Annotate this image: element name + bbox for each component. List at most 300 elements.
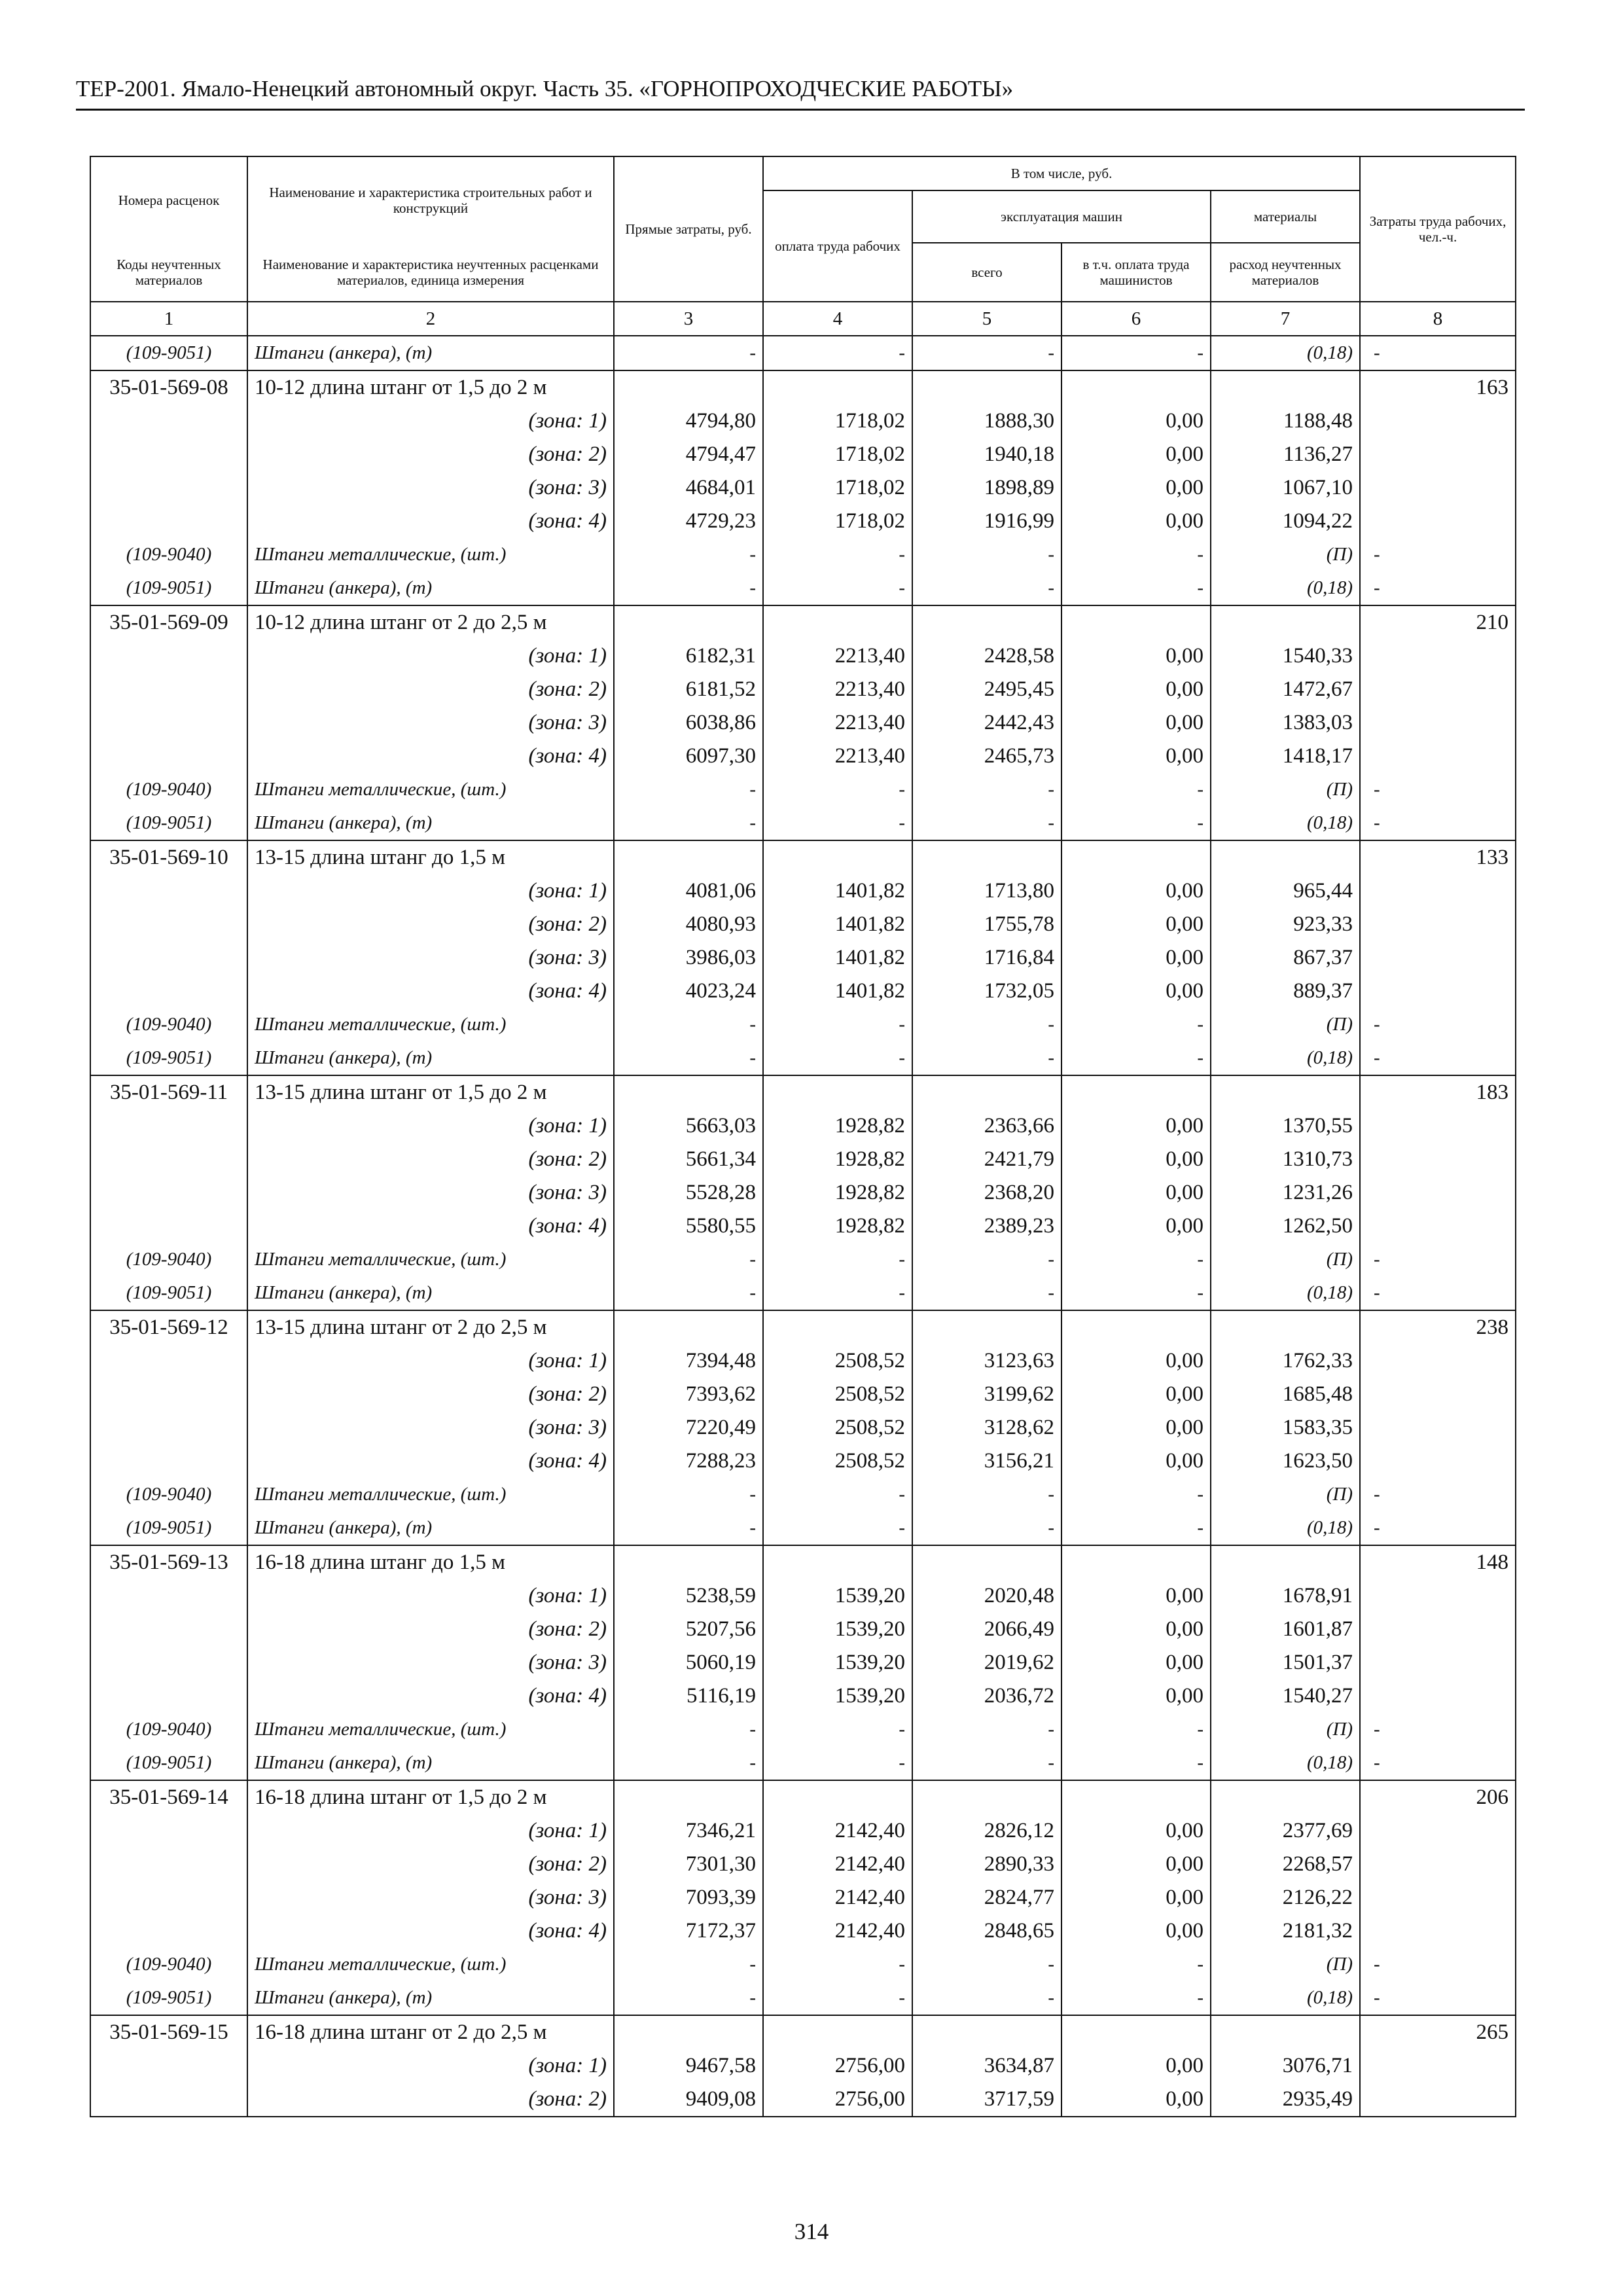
- page-header: ТЕР-2001. Ямало-Ненецкий автономный округ. Часть 35. «ГОРНОПРОХОДЧЕСКИЕ РАБОТЫ»: [76, 76, 1525, 111]
- material-row: [90, 571, 1516, 605]
- empty-cell: [90, 941, 247, 975]
- worker-pay-value: -: [763, 1041, 912, 1075]
- materials-value: 1370,55: [1211, 1109, 1360, 1143]
- materials-value: 889,37: [1211, 975, 1360, 1008]
- machines-total-value: -: [912, 571, 1061, 605]
- zone-row: [90, 1143, 1516, 1176]
- zone-row: [90, 505, 1516, 538]
- materials-value: 2377,69: [1211, 1814, 1360, 1848]
- empty-cell: [1360, 404, 1516, 438]
- material-consumption-value: (П): [1211, 538, 1360, 571]
- machines-total-value: 2421,79: [912, 1143, 1061, 1176]
- direct-cost-value: 9467,58: [614, 2049, 763, 2083]
- direct-cost-value: 4794,47: [614, 438, 763, 471]
- machinist-pay-value: 0,00: [1061, 1914, 1211, 1948]
- machines-total-value: -: [912, 1243, 1061, 1276]
- empty-cell: [1360, 438, 1516, 471]
- empty-cell: [763, 1310, 912, 1344]
- material-code: (109-9040): [90, 773, 247, 806]
- direct-cost-value: 4794,80: [614, 404, 763, 438]
- machines-total-value: -: [912, 1041, 1061, 1075]
- worker-pay-value: 2213,40: [763, 673, 912, 706]
- worker-pay-value: 1718,02: [763, 404, 912, 438]
- machines-total-value: 1716,84: [912, 941, 1061, 975]
- machinist-pay-value: 0,00: [1061, 1176, 1211, 1210]
- worker-pay-value: 1401,82: [763, 908, 912, 941]
- material-row: [90, 773, 1516, 806]
- col5-header: всего: [912, 243, 1061, 302]
- material-consumption-value: (0,18): [1211, 1041, 1360, 1075]
- material-consumption-value: (П): [1211, 1948, 1360, 1981]
- material-code: (109-9040): [90, 1008, 247, 1041]
- direct-cost-value: 4729,23: [614, 505, 763, 538]
- empty-cell: [1360, 1679, 1516, 1713]
- material-row: [90, 1008, 1516, 1041]
- worker-pay-value: -: [763, 1243, 912, 1276]
- worker-pay-value: 1928,82: [763, 1176, 912, 1210]
- empty-cell: [1360, 1613, 1516, 1646]
- empty-cell: [1360, 1210, 1516, 1243]
- material-row: [90, 806, 1516, 840]
- empty-cell: [1360, 1881, 1516, 1914]
- zone-row: [90, 404, 1516, 438]
- machinist-pay-value: -: [1061, 1511, 1211, 1545]
- machines-total-value: -: [912, 1276, 1061, 1310]
- machinist-pay-value: 0,00: [1061, 1613, 1211, 1646]
- materials-value: 2935,49: [1211, 2083, 1360, 2117]
- material-consumption-value: (П): [1211, 773, 1360, 806]
- rates-table-container: [90, 156, 1515, 2117]
- worker-pay-value: 2508,52: [763, 1411, 912, 1444]
- empty-cell: [1211, 1075, 1360, 1109]
- machines-total-value: 2890,33: [912, 1848, 1061, 1881]
- materials-value: 1501,37: [1211, 1646, 1360, 1679]
- rate-name: 10-12 длина штанг от 1,5 до 2 м: [247, 370, 614, 404]
- labor-cost-value: -: [1360, 806, 1516, 840]
- material-row: [90, 1041, 1516, 1075]
- empty-cell: [1061, 1780, 1211, 1814]
- machines-header: эксплуатация машин: [912, 190, 1211, 243]
- zone-label: (зона: 1): [247, 1579, 614, 1613]
- worker-pay-value: 1928,82: [763, 1210, 912, 1243]
- machines-total-value: 2020,48: [912, 1579, 1061, 1613]
- empty-cell: [90, 639, 247, 673]
- empty-cell: [90, 1344, 247, 1378]
- material-name: Штанги (анкера), (т): [247, 806, 614, 840]
- machinist-pay-value: -: [1061, 1713, 1211, 1746]
- empty-cell: [1211, 1310, 1360, 1344]
- material-name: Штанги металлические, (шт.): [247, 773, 614, 806]
- worker-pay-value: 2142,40: [763, 1848, 912, 1881]
- machinist-pay-value: 0,00: [1061, 1143, 1211, 1176]
- direct-cost-value: -: [614, 1981, 763, 2015]
- labor-cost-value: -: [1360, 1746, 1516, 1780]
- rate-code: 35-01-569-15: [90, 2015, 247, 2049]
- zone-label: (зона: 2): [247, 438, 614, 471]
- rates-table: [90, 156, 1516, 2117]
- materials-value: 1067,10: [1211, 471, 1360, 505]
- material-row: [90, 336, 1516, 370]
- empty-cell: [614, 2015, 763, 2049]
- machines-total-value: 3199,62: [912, 1378, 1061, 1411]
- machinist-pay-value: -: [1061, 336, 1211, 370]
- worker-pay-value: 1928,82: [763, 1143, 912, 1176]
- machines-total-value: 3156,21: [912, 1444, 1061, 1478]
- material-name: Штанги металлические, (шт.): [247, 1713, 614, 1746]
- material-code: (109-9051): [90, 806, 247, 840]
- machines-total-value: -: [912, 773, 1061, 806]
- page-number: 314: [794, 2219, 829, 2244]
- material-row: [90, 1243, 1516, 1276]
- empty-cell: [1360, 471, 1516, 505]
- rate-row: [90, 1545, 1516, 1579]
- zone-row: [90, 908, 1516, 941]
- empty-cell: [1360, 975, 1516, 1008]
- zone-row: [90, 975, 1516, 1008]
- empty-cell: [90, 1914, 247, 1948]
- empty-cell: [1360, 505, 1516, 538]
- direct-cost-value: 4684,01: [614, 471, 763, 505]
- machines-total-value: 2389,23: [912, 1210, 1061, 1243]
- empty-cell: [1061, 1545, 1211, 1579]
- machinist-pay-value: 0,00: [1061, 706, 1211, 740]
- material-consumption-value: (0,18): [1211, 336, 1360, 370]
- col2-top-header: Наименование и характеристика строительных работ и конструкций: [247, 156, 614, 243]
- empty-cell: [912, 1545, 1061, 1579]
- machinist-pay-value: 0,00: [1061, 1848, 1211, 1881]
- materials-value: 1762,33: [1211, 1344, 1360, 1378]
- materials-value: 1540,33: [1211, 639, 1360, 673]
- machinist-pay-value: -: [1061, 773, 1211, 806]
- zone-label: (зона: 2): [247, 908, 614, 941]
- empty-cell: [1061, 2015, 1211, 2049]
- zone-label: (зона: 3): [247, 1881, 614, 1914]
- rate-code: 35-01-569-14: [90, 1780, 247, 1814]
- worker-pay-value: 2142,40: [763, 1814, 912, 1848]
- empty-cell: [1360, 1344, 1516, 1378]
- rate-row: [90, 840, 1516, 874]
- zone-row: [90, 706, 1516, 740]
- worker-pay-value: -: [763, 806, 912, 840]
- empty-cell: [1360, 639, 1516, 673]
- worker-pay-value: 1539,20: [763, 1646, 912, 1679]
- materials-value: 965,44: [1211, 874, 1360, 908]
- empty-cell: [912, 1780, 1061, 1814]
- column-number: 8: [1360, 302, 1516, 336]
- zone-label: (зона: 4): [247, 1914, 614, 1948]
- worker-pay-value: -: [763, 1713, 912, 1746]
- zone-label: (зона: 3): [247, 941, 614, 975]
- zone-row: [90, 1881, 1516, 1914]
- zone-row: [90, 1646, 1516, 1679]
- worker-pay-value: 1539,20: [763, 1679, 912, 1713]
- worker-pay-value: -: [763, 1948, 912, 1981]
- worker-pay-value: 1718,02: [763, 438, 912, 471]
- empty-cell: [614, 1780, 763, 1814]
- labor-cost-value: 206: [1360, 1780, 1516, 1814]
- empty-cell: [912, 840, 1061, 874]
- zone-label: (зона: 2): [247, 1613, 614, 1646]
- empty-cell: [1211, 840, 1360, 874]
- machinist-pay-value: -: [1061, 1981, 1211, 2015]
- empty-cell: [1360, 1444, 1516, 1478]
- machines-total-value: -: [912, 806, 1061, 840]
- zone-row: [90, 1848, 1516, 1881]
- machinist-pay-value: 0,00: [1061, 1210, 1211, 1243]
- labor-cost-value: 133: [1360, 840, 1516, 874]
- machinist-pay-value: 0,00: [1061, 1679, 1211, 1713]
- empty-cell: [90, 505, 247, 538]
- empty-cell: [90, 874, 247, 908]
- materials-value: 1262,50: [1211, 1210, 1360, 1243]
- material-name: Штанги (анкера), (т): [247, 1981, 614, 2015]
- direct-cost-value: -: [614, 1948, 763, 1981]
- col6-header: в т.ч. оплата труда машинистов: [1061, 243, 1211, 302]
- column-number: 7: [1211, 302, 1360, 336]
- zone-row: [90, 1914, 1516, 1948]
- empty-cell: [1360, 874, 1516, 908]
- machines-total-value: 3123,63: [912, 1344, 1061, 1378]
- direct-cost-value: 5116,19: [614, 1679, 763, 1713]
- empty-cell: [1360, 941, 1516, 975]
- direct-cost-value: -: [614, 1008, 763, 1041]
- empty-cell: [1360, 1579, 1516, 1613]
- worker-pay-value: -: [763, 1511, 912, 1545]
- direct-cost-value: -: [614, 1478, 763, 1511]
- empty-cell: [90, 1613, 247, 1646]
- worker-pay-value: 2213,40: [763, 740, 912, 773]
- machines-total-value: 2019,62: [912, 1646, 1061, 1679]
- column-number: 6: [1061, 302, 1211, 336]
- materials-value: 1188,48: [1211, 404, 1360, 438]
- zone-label: (зона: 2): [247, 2083, 614, 2117]
- direct-cost-value: 3986,03: [614, 941, 763, 975]
- material-consumption-value: (0,18): [1211, 571, 1360, 605]
- rate-code: 35-01-569-10: [90, 840, 247, 874]
- material-consumption-value: (0,18): [1211, 1276, 1360, 1310]
- machines-total-value: 2428,58: [912, 639, 1061, 673]
- direct-cost-value: 7393,62: [614, 1378, 763, 1411]
- col2-bottom-header: Наименование и характеристика неучтенных расценками материалов, единица измерения: [247, 243, 614, 302]
- empty-cell: [90, 1444, 247, 1478]
- materials-value: 1623,50: [1211, 1444, 1360, 1478]
- labor-cost-value: -: [1360, 538, 1516, 571]
- empty-cell: [763, 1545, 912, 1579]
- direct-cost-value: 6038,86: [614, 706, 763, 740]
- worker-pay-value: 1928,82: [763, 1109, 912, 1143]
- zone-row: [90, 1579, 1516, 1613]
- labor-cost-value: 183: [1360, 1075, 1516, 1109]
- materials-value: 1583,35: [1211, 1411, 1360, 1444]
- empty-cell: [763, 370, 912, 404]
- zone-row: [90, 2049, 1516, 2083]
- labor-cost-value: 238: [1360, 1310, 1516, 1344]
- zone-label: (зона: 2): [247, 1143, 614, 1176]
- empty-cell: [1211, 1545, 1360, 1579]
- direct-cost-value: 6181,52: [614, 673, 763, 706]
- machinist-pay-value: 0,00: [1061, 1579, 1211, 1613]
- zone-label: (зона: 4): [247, 1210, 614, 1243]
- empty-cell: [614, 1310, 763, 1344]
- rate-row: [90, 370, 1516, 404]
- rate-name: 13-15 длина штанг от 1,5 до 2 м: [247, 1075, 614, 1109]
- labor-cost-value: 163: [1360, 370, 1516, 404]
- zone-label: (зона: 4): [247, 740, 614, 773]
- worker-pay-value: -: [763, 336, 912, 370]
- machinist-pay-value: 0,00: [1061, 1646, 1211, 1679]
- empty-cell: [912, 2015, 1061, 2049]
- worker-pay-value: -: [763, 1478, 912, 1511]
- labor-cost-value: -: [1360, 336, 1516, 370]
- zone-label: (зона: 4): [247, 975, 614, 1008]
- zone-label: (зона: 2): [247, 673, 614, 706]
- machinist-pay-value: 0,00: [1061, 908, 1211, 941]
- material-code: (109-9040): [90, 1713, 247, 1746]
- machines-total-value: 2036,72: [912, 1679, 1061, 1713]
- labor-cost-value: -: [1360, 571, 1516, 605]
- empty-cell: [912, 370, 1061, 404]
- zone-row: [90, 1411, 1516, 1444]
- zone-label: (зона: 3): [247, 1646, 614, 1679]
- machines-total-value: -: [912, 1746, 1061, 1780]
- empty-cell: [763, 840, 912, 874]
- empty-cell: [90, 404, 247, 438]
- direct-cost-value: -: [614, 773, 763, 806]
- material-name: Штанги (анкера), (т): [247, 571, 614, 605]
- zone-label: (зона: 4): [247, 1679, 614, 1713]
- machines-total-value: 2848,65: [912, 1914, 1061, 1948]
- materials-value: 1383,03: [1211, 706, 1360, 740]
- rate-code: 35-01-569-09: [90, 605, 247, 639]
- machinist-pay-value: 0,00: [1061, 1444, 1211, 1478]
- zone-row: [90, 740, 1516, 773]
- direct-cost-value: -: [614, 1243, 763, 1276]
- direct-cost-value: 7301,30: [614, 1848, 763, 1881]
- empty-cell: [1061, 605, 1211, 639]
- zone-row: [90, 2083, 1516, 2117]
- material-consumption-value: (П): [1211, 1008, 1360, 1041]
- zone-row: [90, 874, 1516, 908]
- zone-label: (зона: 1): [247, 1109, 614, 1143]
- empty-cell: [90, 1646, 247, 1679]
- zone-row: [90, 1378, 1516, 1411]
- empty-cell: [90, 438, 247, 471]
- direct-cost-value: -: [614, 1511, 763, 1545]
- direct-cost-value: -: [614, 1041, 763, 1075]
- material-name: Штанги металлические, (шт.): [247, 1948, 614, 1981]
- empty-cell: [1360, 1914, 1516, 1948]
- col8-header: Затраты труда рабочих, чел.-ч.: [1360, 156, 1516, 302]
- empty-cell: [90, 706, 247, 740]
- empty-cell: [1211, 2015, 1360, 2049]
- direct-cost-value: 6097,30: [614, 740, 763, 773]
- machines-total-value: 1888,30: [912, 404, 1061, 438]
- empty-cell: [912, 1075, 1061, 1109]
- labor-cost-value: 210: [1360, 605, 1516, 639]
- machinist-pay-value: 0,00: [1061, 438, 1211, 471]
- empty-cell: [1211, 370, 1360, 404]
- machinist-pay-value: -: [1061, 1243, 1211, 1276]
- machinist-pay-value: 0,00: [1061, 1378, 1211, 1411]
- zone-label: (зона: 4): [247, 1444, 614, 1478]
- direct-cost-value: 5580,55: [614, 1210, 763, 1243]
- materials-value: 2126,22: [1211, 1881, 1360, 1914]
- worker-pay-value: -: [763, 1276, 912, 1310]
- machines-total-value: -: [912, 1008, 1061, 1041]
- material-code: (109-9040): [90, 1243, 247, 1276]
- machines-total-value: 3634,87: [912, 2049, 1061, 2083]
- col1-top-header: Номера расценок: [90, 156, 247, 243]
- zone-row: [90, 1210, 1516, 1243]
- zone-label: (зона: 2): [247, 1848, 614, 1881]
- materials-value: 2181,32: [1211, 1914, 1360, 1948]
- direct-cost-value: 5661,34: [614, 1143, 763, 1176]
- material-name: Штанги металлические, (шт.): [247, 1008, 614, 1041]
- labor-cost-value: -: [1360, 1981, 1516, 2015]
- direct-cost-value: 7172,37: [614, 1914, 763, 1948]
- materials-value: 2268,57: [1211, 1848, 1360, 1881]
- material-code: (109-9040): [90, 1478, 247, 1511]
- material-consumption-value: (П): [1211, 1713, 1360, 1746]
- material-row: [90, 1276, 1516, 1310]
- zone-row: [90, 438, 1516, 471]
- material-name: Штанги (анкера), (т): [247, 1511, 614, 1545]
- empty-cell: [763, 1075, 912, 1109]
- machines-total-value: 2066,49: [912, 1613, 1061, 1646]
- rate-row: [90, 1310, 1516, 1344]
- machinist-pay-value: 0,00: [1061, 639, 1211, 673]
- labor-cost-value: -: [1360, 1713, 1516, 1746]
- worker-pay-value: 1539,20: [763, 1613, 912, 1646]
- direct-cost-value: 7093,39: [614, 1881, 763, 1914]
- direct-cost-value: -: [614, 571, 763, 605]
- zone-label: (зона: 1): [247, 1814, 614, 1848]
- empty-cell: [614, 370, 763, 404]
- empty-cell: [763, 605, 912, 639]
- worker-pay-value: 2508,52: [763, 1344, 912, 1378]
- machinist-pay-value: 0,00: [1061, 1344, 1211, 1378]
- empty-cell: [1360, 1814, 1516, 1848]
- material-name: Штанги (анкера), (т): [247, 1276, 614, 1310]
- direct-cost-value: -: [614, 538, 763, 571]
- rate-name: 16-18 длина штанг от 2 до 2,5 м: [247, 2015, 614, 2049]
- worker-pay-value: 1718,02: [763, 471, 912, 505]
- empty-cell: [614, 840, 763, 874]
- empty-cell: [1360, 1176, 1516, 1210]
- direct-cost-value: 5238,59: [614, 1579, 763, 1613]
- rate-name: 16-18 длина штанг от 1,5 до 2 м: [247, 1780, 614, 1814]
- empty-cell: [1211, 1780, 1360, 1814]
- empty-cell: [1360, 1646, 1516, 1679]
- empty-cell: [1360, 740, 1516, 773]
- labor-cost-value: -: [1360, 1511, 1516, 1545]
- table-header: [90, 156, 1516, 336]
- machinist-pay-value: -: [1061, 538, 1211, 571]
- machines-total-value: 2826,12: [912, 1814, 1061, 1848]
- machinist-pay-value: -: [1061, 571, 1211, 605]
- empty-cell: [90, 908, 247, 941]
- empty-cell: [763, 2015, 912, 2049]
- worker-pay-value: -: [763, 1746, 912, 1780]
- worker-pay-value: 1718,02: [763, 505, 912, 538]
- empty-cell: [90, 673, 247, 706]
- machinist-pay-value: -: [1061, 1008, 1211, 1041]
- material-code: (109-9051): [90, 1041, 247, 1075]
- rate-name: 10-12 длина штанг от 2 до 2,5 м: [247, 605, 614, 639]
- direct-cost-value: 7394,48: [614, 1344, 763, 1378]
- machinist-pay-value: 0,00: [1061, 975, 1211, 1008]
- material-row: [90, 1713, 1516, 1746]
